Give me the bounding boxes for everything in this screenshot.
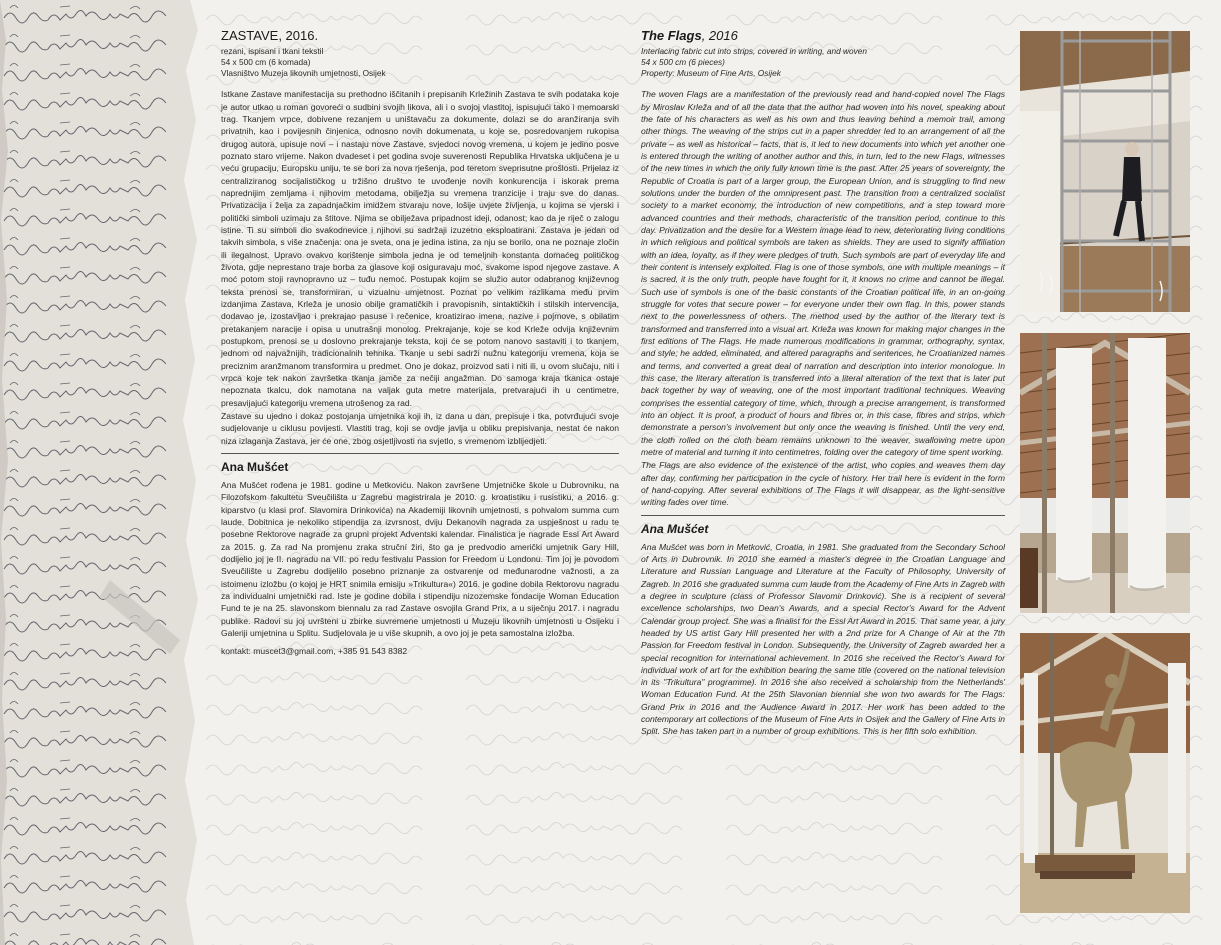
croatian-column xyxy=(221,28,619,658)
meta-dimensions: 54 x 500 cm (6 pieces) xyxy=(641,56,725,67)
bio-heading-en: Ana Mušćet xyxy=(641,515,1005,537)
title-text: ZASTAVE xyxy=(221,28,279,43)
title-year: , 2016 xyxy=(701,28,738,43)
meta-ownership: Vlasništvo Muzeja likovnih umjetnosti, Osijek xyxy=(221,67,386,78)
handwriting-strip xyxy=(0,0,200,945)
essay-paragraph: Istkane Zastave manifestacija su prethodno iščitanih i prepisanih Krležinih Zastava te svih podataka koje je autor utkao u roman govoreći o sudbini svojih likova, ali i o svojoj vlastitoj, ispisujući tako i memoarski trag. Tkanjem vrpce, dobivene rezanjem u uništavaču za dokumente, dolazi se do aranžiranja svih privatnih, kao i povijesnih činjenica, odnosno novih dokumenata, u koje se, posredovanjem rukopisa drugog autora, upisuje novi – i nastaju nove Zastave, svjedoci novog vremena, u kojem je jedino posve poznato staro vrijeme. Nakon dvadeset i pet godina svoje suverenosti Republika Hrvatska uključena je u veću grupaciju, Europsku uniju, te se bori za nova rješenja, pod teretom sveprisutne prošlosti. Prijelaz iz centraliziranog socijalističkog u tržišno društvo te uvođenje novih konkurencija i iskorak prema naprednijim zemljama i njihovim metodama, obilježja su vremena tranzicije i traju sve do danas. Privatizacija i želja za zapadnjačkim imidžem stvaraju nove, lošije uvjete življenja, u kojima se vjerski i politički simboli uzimaju za štitove. Njima se obilježava pripadnost ideji, odanost; kao da je riječ o zalogu istine. Ti su simboli dio svakodnevice i njihovi su sadržaji izuzetno eksploatirani. Zastava je jedan od takvih simbola, s više značenja: ona je sveta, ona je jedina istina, za nju se borilo, ona ne poznaje zločin ili ilegalnost. Upravo ovakvo korištenje simbola jedna je od temeljnih konstanta domaćeg političkog života, gdje neprestano traje borba za glasove koji osiguravaju moć, svakome ispod njegove zastave. A moć potom stoji ravnopravno uz – tuđu nemoć. Postupak kojim se služio autor odabranog književnog teksta prenosi se, transformiran, u vizualnu umjetnost. Poznat po velikim razlikama među prvim izdanjima Zastava, Krleža je unosio obilje gramatičkih i pravopisnih, sintaktičkih i stilskih intervencija, dodavao je, izostavljao i prekrajao pasuse i rečenice, kroatizirao imena, nazive i pojmove, s obilatim pretakanjem naracije i opisa u unutrašnji monolog. Prekrajanje, koje se kod Krleže odvija književnim postupkom, prenosi se u doslovno prekrajanje teksta, koji će se potom nanovo sastaviti i to tkanjem, jednom od najvažnijih, tradicionalnih tehnika. Tkanje u sebi sadrži nužnu kategoriju vremena, koja se preciznim aranžmanom transformira u predmet. Ono je dokaz, proizvod sati i niti ili, u ovom slučaju, niti i vrpca koje tek nakon završetka tkanja jamče za nečiji angažman. Do samoga kraja tkanica ostaje nepoznata tkalcu, dok namotana na valjak guta metre materijala, pretvarajući ih u centimetre, presavijajući kategoriju vremena utrošenog za rad. xyxy=(221,89,619,408)
bio-paragraph-en: Ana Mušćet was born in Metković, Croatia, in 1981. She graduated from the Secondary School of Arts in Dubrovnik. In 2010 she earned a master's degree in the Croatian Language and Literature and Russian Language and Literature at the Faculty of Philosophy, University of Zagreb. In 2016 she graduated summa cum laude from the Academy of Fine Arts in Zagreb with a degree in sculpture (class of Professor Slavomir Drinković). She is a recipient of several excellence scholarships, two Dean's Awards, and a special Rector's Award for the Advent Calendar group project. She was a finalist for the Essl Art Award in 2015. That same year, a jury headed by US artist Gary Hill presented her with a 2nd prize for A Change of Air at the 7th Passion for Freedom festival in London. Subsequently, the University of Zagreb awarded her a special recognition for international achievement. In 2016 she received the Rector's Award for individual work of art for the exhibition bearing the same title (covered on the national television in its "Trikultura" programme). In 2016 she also received a scholarship from the Netherlands' Woman Education Fund. At the 25th Slavonian biennial she won two awards for The Flags: Grand Prix in 2016 and the Audience Award in 2017. Her work has been added to the contemporary art collections of the Museum of Fine Arts in Osijek and the Gallery of Fine Arts in Split. She has taken part in a number of group exhibitions. This is her fifth solo exhibition. xyxy=(641,541,1005,737)
photo-flags xyxy=(1020,333,1190,613)
artwork-meta-en xyxy=(641,46,1005,78)
essay-paragraph: The woven Flags are a manifestation of the previously read and hand-copied novel The Flags by Miroslav Krleža and of all the data that the author had woven into his novel, speaking about the fate of his characters as well as his own and thus leaving behind a memoir trail, among other things. The weaving of the strips cut in a paper shredder led to an arrangement of all the private – as well as historical – facts, that is, it led to new documents into which yet another one is entered through the writing of another author and this, in turn, led to the new Flags, witnesses of the new times in which the only fully known time is the past. After 25 years of sovereignty, the Republic of Croatia is part of a larger group, the European Union, and is struggling to find new solutions under the burden of the omnipresent past. The transition from a centralized socialist society to a market economy, the introduction of new competitions, and a step toward more advanced countries and their methods, characteristic of the transition period, continue to this day. Privatization and the desire for a Western image lead to new, deteriorating living conditions in which religious and political symbols are taken as shields. They are used to signify affiliation with an idea, loyalty, as if they were pledges of truth. Such symbols are part of everyday life and their content is intensely exploited. Flag is one of those symbols, one with multiple meanings – it is sacred, it is the only truth, people have fought for it, it knows no crime and cannot be illegal. Such use of symbols is one of the basic constants of the Croatian political life, in an on-going struggle for votes that secure power – for everyone under their own flag. In this, power stands next to the powerlessness of others. The method used by the author of the literary text is transformed and transferred into a visual art. Krleža was known for making major changes in the first editions of The Flags. He made numerous modifications in grammar, orthography, syntax, and style; he added, eliminated, and altered paragraphs and sentences, he Croatianized names and terms, and converted a great deal of narration and description into interior monologue. In this case, the literary alteration is transferred into a literal alteration of the text that is later put back together by way of weaving, one of the most important traditional techniques. Weaving comprises the essential category of time, which, through a precise arrangement, is transformed into an object. It is proof, a product of hours and fibres or, in this case, fibres and strips, which demonstrate a person's involvement but only once the weaving is finished. Until the very end, the cloth rolled on the cloth beam remains unknown to the weaver, swallowing metre upon metre of material and turning it into centimetres, folding over the category of time spent working. xyxy=(641,89,1005,457)
essay-paragraph: The Flags are also evidence of the existence of the artist, who copies and weaves them day after day, confirming her participation in the cycle of history. Her trail here is evident in the form of hand-copying. After several exhibitions of The Flags it will disappear, as the light-sensitive writing fades over time. xyxy=(641,460,1005,508)
artwork-meta-hr xyxy=(221,46,619,78)
photo-scaffold xyxy=(1020,31,1190,312)
meta-ownership: Property: Museum of Fine Arts, Osijek xyxy=(641,67,781,78)
handwriting-texture xyxy=(0,0,200,945)
title-year: , 2016. xyxy=(278,28,319,43)
contact-line: kontakt: muscet3@gmail.com, +385 91 543 8382 xyxy=(221,646,408,657)
bio-paragraph-hr: Ana Mušćet rođena je 1981. godine u Metkoviću. Nakon završene Umjetničke škole u Dubrovniku, na Filozofskom fakultetu Sveučilišta u Zagrebu magistrirala je 2010. g. kroatistiku i rusistiku, a 2016. g. kiparstvo (u klasi prof. Slavomira Drinkovića) na Akademiji likovnih umjetnosti, s pohvalom summa cum laude. Dobitnica je nekoliko stipendija za izvrsnost, dviju Dekanovih nagrada za uspješnost u radu te posebne Rektorove nagrade za grupni projekt Adventski kalendar. Finalistica je nagrade Essl Art Award za 2015. g. Za rad Na promjenu zraka struční žiri, što ga je predvodio američki umjetnik Gary Hill, dodijelio joj je II. nagradu na VII. po redu festivalu Passion for Freedom u Londonu. Tim joj je povodom Sveučilište u Zagrebu dodijelilo posebno priznanje za ostvarenje od međunarodne važnosti, a za istoimenu izložbu (o kojoj je HRT snimila emisiju »Trikultura«) 2016. je godine dobila Rektorovu nagradu za individualni umjetnički rad. Iste je godine dobila i stipendiju nizozemske fondacije Woman Education Fund te je na 25. slavonskom biennalu za rad Zastave osvojila Grand Prix, a u siječnju 2017. i nagradu publike. Radovi su joj uvršteni u zbirke suvremene umjetnosti u Muzeju likovnih umjetnosti u Osijeku i Galeriji umjetnina u Splitu. Sudjelovala je u više skupnih, a ovo joj je peta samostalna izložba. xyxy=(221,479,619,638)
artwork-title-en xyxy=(641,28,1005,44)
title-text: The Flags xyxy=(641,28,702,43)
bio-heading-hr: Ana Mušćet xyxy=(221,453,619,475)
artwork-title-hr xyxy=(221,28,619,44)
essay-paragraph: Zastave su ujedno i dokaz postojanja umjetnika koji ih, iz dana u dan, prepisuje i tka, potvrđujući svoje sudjelovanje u ciklusu povijesti. Vlastiti trag, koji se ovdje javlja u obliku prepisivanja, nestat će nakon niza izlaganja Zastava, jer će one, zbog osjetljivosti na svjetlo, s vremenom izblijedjeti. xyxy=(221,410,619,446)
photo-sculpture xyxy=(1020,633,1190,913)
meta-technique: Interlacing fabric cut into strips, covered in writing, and woven xyxy=(641,46,867,56)
english-column xyxy=(641,28,1005,738)
meta-dimensions: 54 x 500 cm (6 komada) xyxy=(221,56,311,67)
meta-technique: rezani, ispisani i tkani tekstil xyxy=(221,46,324,56)
